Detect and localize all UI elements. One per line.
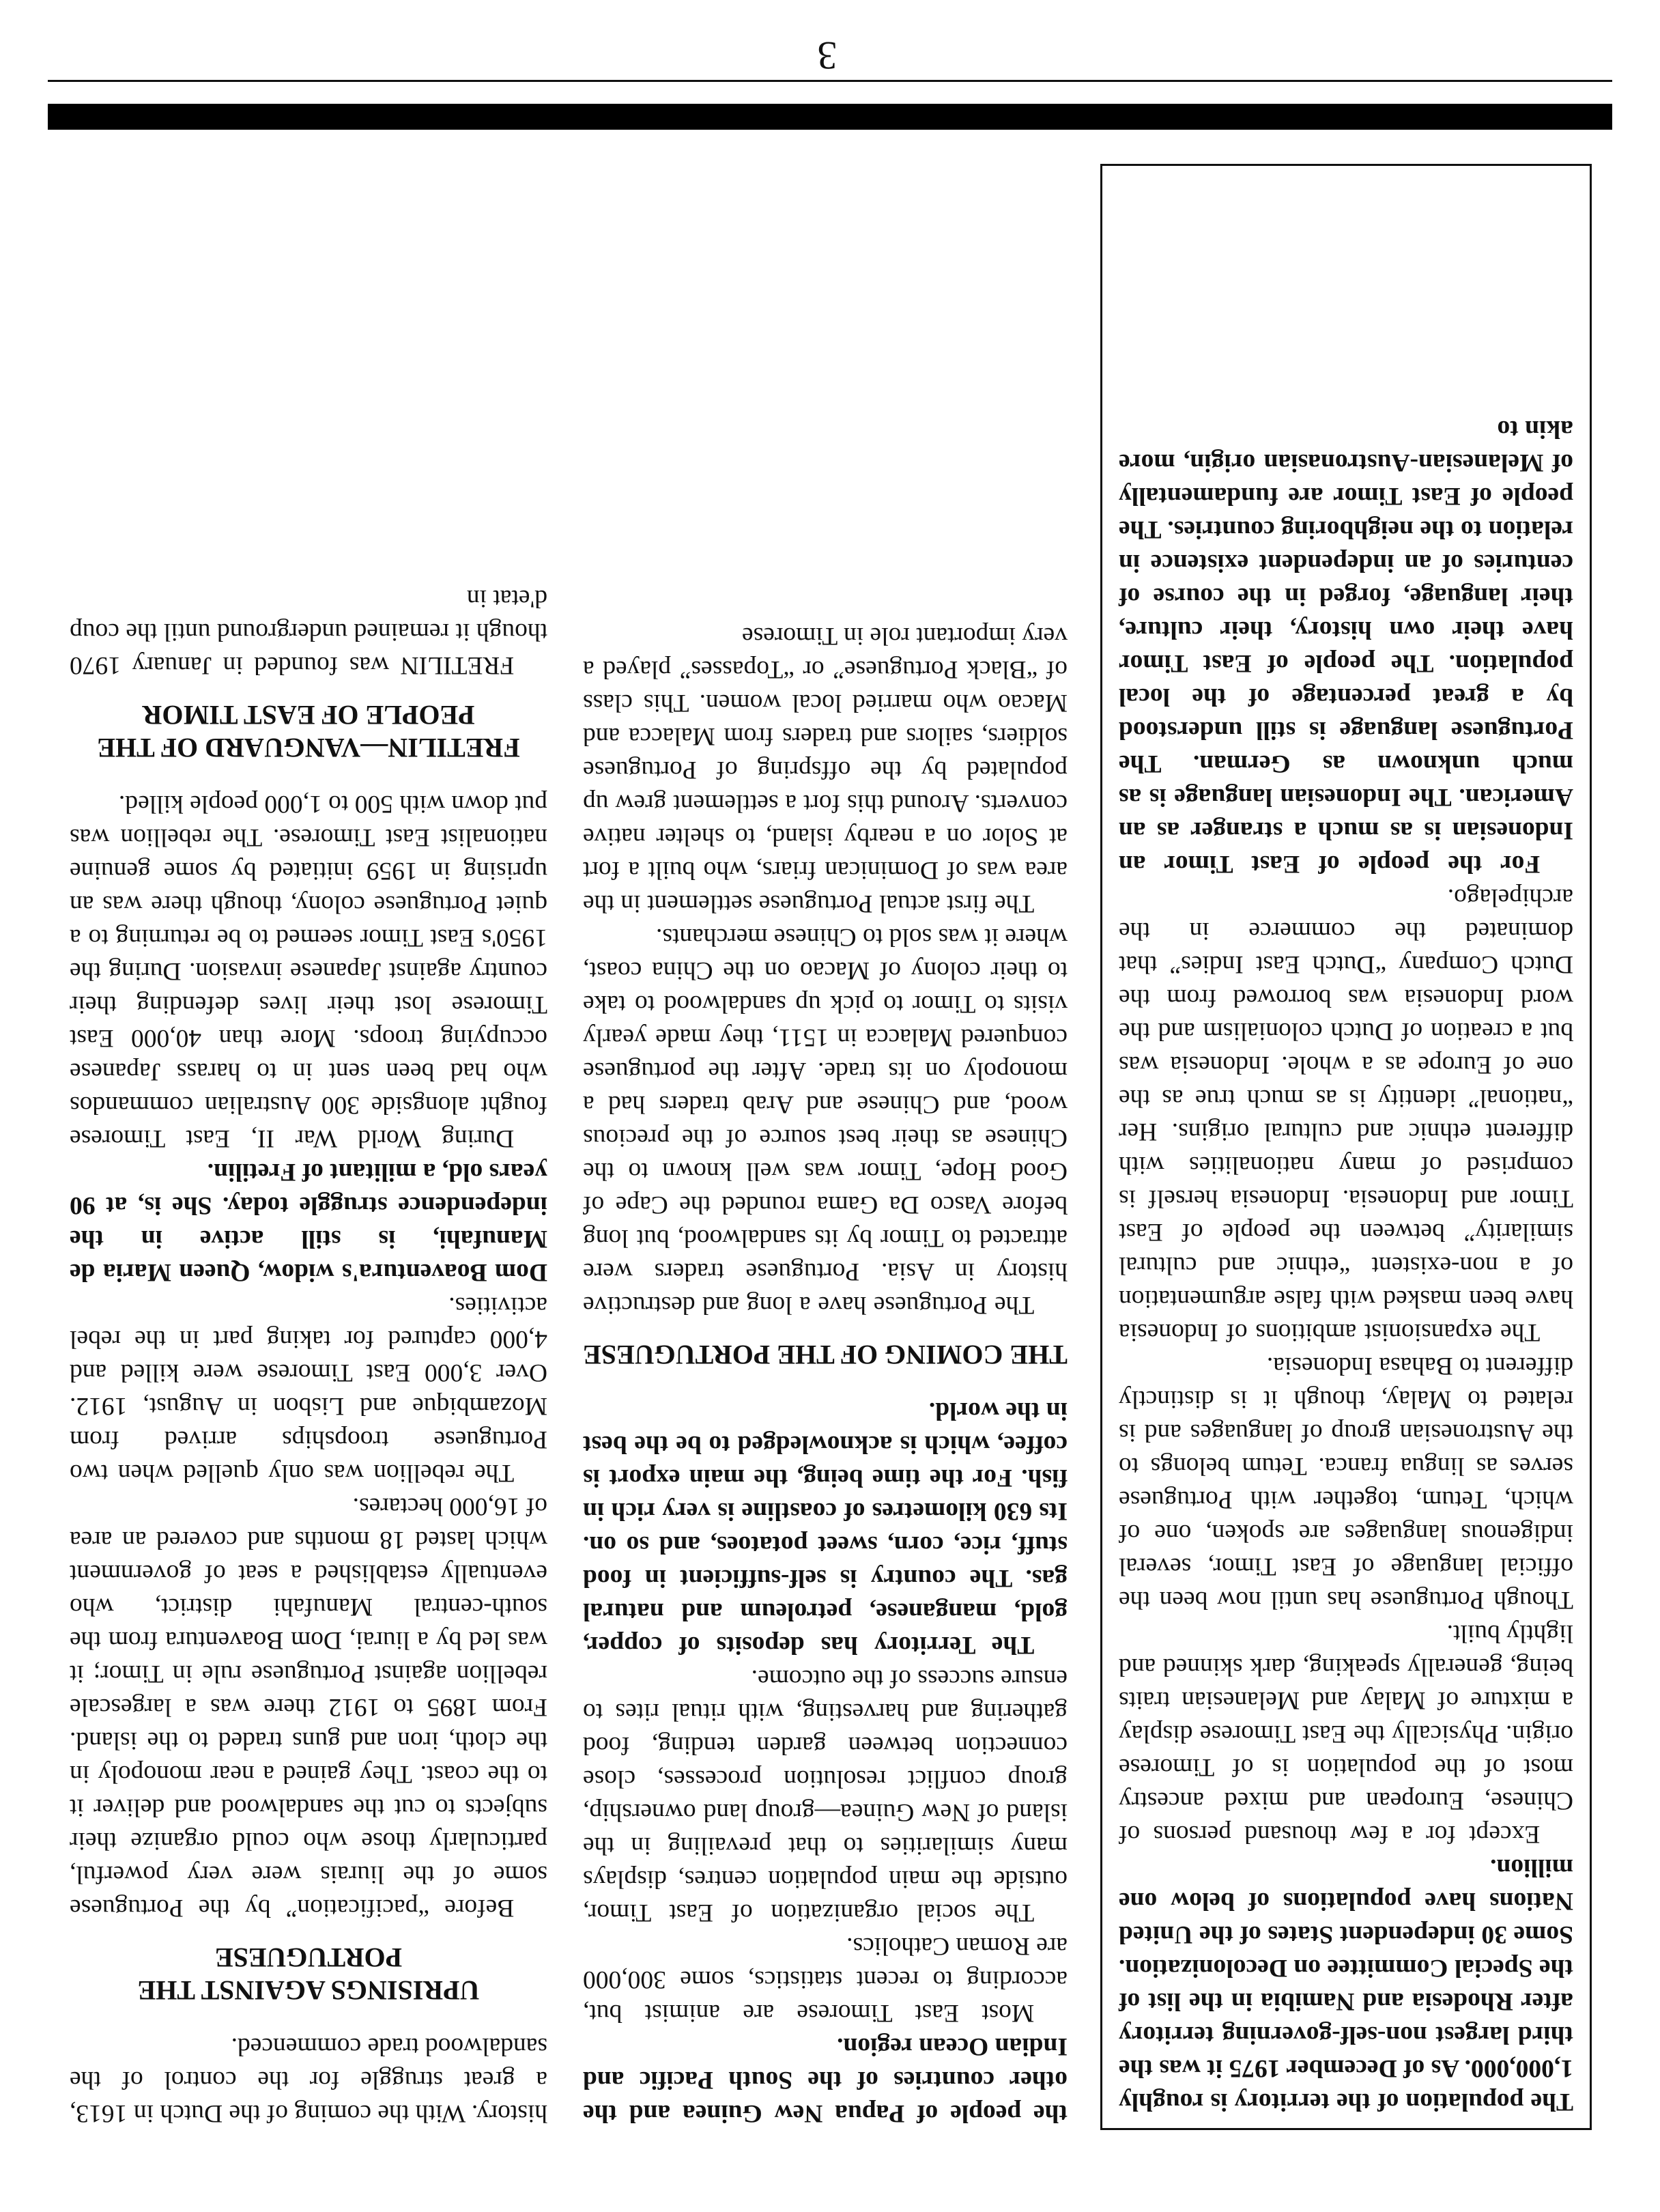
- portuguese-history-paragraph: The Portuguese have a long and destructive history in Asia. Portuguese traders were attracted to Timor by its sandalwood, but long before Vasco Da Gama rounded the Cape of Good Hope, Timor was well known to the Chinese as their best source of the precious wood, and Chinese and Arab traders had a monopoly on its trade. After the portuguese conquered Malacca in 1511, they made yearly visits to Timor to pick up sandalwood to take to their colony of Macao on the China coast, where it was sold to Chinese merchants.: [583, 923, 1068, 1319]
- column-right: [1100, 164, 1592, 2130]
- column-left: [70, 164, 547, 2130]
- settlement-paragraph: The first actual Portuguese settlement in the area was of Dominican friars, who built a fort at Solor on a nearby island, to shelter native converts. Around this fort a settlement grew up populated by the offspring of Portuguese soldiers, sailors and traders from Malacca and Macao who married local women. This class of “Black Portuguese” or “Topasses” played a very important role in Timorese: [583, 622, 1068, 918]
- language-paragraph: Though Portuguese has until now been the official language of East Timor, several indigenous languages are spoken, one of which, Tetum, together with Portuguese serves as lingua franca. Tetum belongs to the Austronesian group of languages and is related to Malay, though it is distinctly different to Bahasa Indonesia.: [1119, 1352, 1573, 1614]
- dutch-paragraph: history. With the coming of the Dutch in 1613, a great struggle for the control of the sandalwood trade commenced.: [70, 2032, 547, 2127]
- pacification-paragraph: Before “pacification” by the Portuguese some of the liurais were very powerful, particularly those who could organize their subjects to cut the sandalwood and deliver it to the coast. They gained a near monopoly in the cloth, iron and guns traded to the island. From 1895 to 1912 there was a largescale rebellion against Portuguese rule in Timor; it was led by a liurai, Dom Boaventura from the south-central Manufahi district, who eventually established a seat of government which lasted 18 months and covered an area of 16,000 hectares.: [70, 1492, 547, 1922]
- fretilin-paragraph: FRETILIN was founded in January 1970 though it remained underground until the coup d'etat in: [70, 584, 547, 679]
- page-number: 3: [817, 33, 838, 78]
- animist-paragraph: Most East Timorese are animist but, according to recent statistics, some 300,000 are Roman Catholics.: [583, 1932, 1068, 2027]
- social-paragraph: The social organization of East Timor, outside the main population centres, displays many similarities to that prevailing in the island of New Guinea—group land ownership, group conflict resolution processes, close connection between garden tending, food gathering and harvesting, with ritual rites to ensure success of the outcome.: [583, 1664, 1068, 1927]
- heading-uprisings: UPRISINGS AGAINST THE PORTUGUESE: [137, 1942, 480, 2006]
- heading-coming-portuguese: THE COMING OF THE PORTUGUESE: [583, 1339, 1068, 1370]
- ww2-paragraph: During World War II, East Timorese fought alongside 300 Australian commandos who had been sent in to harass Japanese occupying troops. More than 40,000 East Timorese lost their lives defending their country against Japanese invasion. During the 1950's East Timor seemed to be returning to a quiet Portuguese colony, though there was an uprising in 1959 initiated by some genuine nationalist East Timorese. The rebellion was put down with 500 to 1,000 people killed.: [70, 790, 547, 1152]
- papua-paragraph: the people of Papua New Guinea and the other countries of the South Pacific and Indian Ocean region.: [583, 2032, 1068, 2127]
- heading-fretilin: FRETILIN—VANGUARD OF THE PEOPLE OF EAST TIMOR: [97, 700, 520, 763]
- stranger-paragraph: For the people of East Timor an Indonesian is as much a stranger as an American. The Indonesian language is as much unknown as German. The Portuguese language is still understood by a great percentage of the local population. The people of East Timor have their own history, their culture, their language, forged in the course of centuries of an independent existence in relation to the neighboring countries. The people of East Timor are fundamentally of Melanesian-Austronasian origin, more akin to: [1119, 415, 1573, 878]
- ancestry-paragraph: Except for a few thousand persons of Chinese, European and mixed ancestry most of the population is of Timorese origin. Physically the East Timorese display a mixture of Malay and Melanesian traits being, generally speaking, dark skinned and lightly built.: [1119, 1619, 1573, 1848]
- rebellion-paragraph: The rebellion was only quelled when two Portuguese troopships arrived from Mozambique and Lisbon in August, 1912. Over 3,000 East Timorese were killed and 4,000 captured for taking part in the rebel activities.: [70, 1292, 547, 1487]
- header-band: [48, 104, 1612, 130]
- expansionist-paragraph: The expansionist ambitions of Indonesia have been masked with false argumentation of a non-existent “ethnic and cultural similarity” between the people of East Timor and Indonesia. Indonesia herself is comprised of many nationalities with different ethnic and cultural origins. Her “national” identity is as much true as the one of Europe as a whole. Indonesia was but a creation of Dutch colonialism and the word Indonesia was borrowed from the Dutch Company “Dutch East Indies” that dominated the commerce in the archipelago.: [1119, 883, 1573, 1346]
- queen-paragraph: Dom Boaventura's widow, Queen Maria de Manufahi, is still active in the independence struggle today. She is, at 90 years old, a militant of Fretilin.: [70, 1158, 547, 1286]
- territory-paragraph: The Territory has deposits of copper, gold, manganese, petroleum and natural gas. The country is self-sufficient in food stuff, rice, corn, sweet potatoes, and so on. Its 630 kilometres of coastline is very rich in fish. For the time being, the main export is coffee, which is acknowledged to be the best in the world.: [583, 1397, 1068, 1659]
- population-paragraph: The population of the territory is roughly 1,000,000. As of December 1975 it was the third largest non-self-governing territory after Rhodesia and Namibia in the list of the Special Committee on Decolonization. Some 30 independent States of the United Nations have populations of below one million.: [1119, 1854, 1573, 2116]
- header-rule: [48, 80, 1612, 82]
- column-middle: [583, 164, 1068, 2130]
